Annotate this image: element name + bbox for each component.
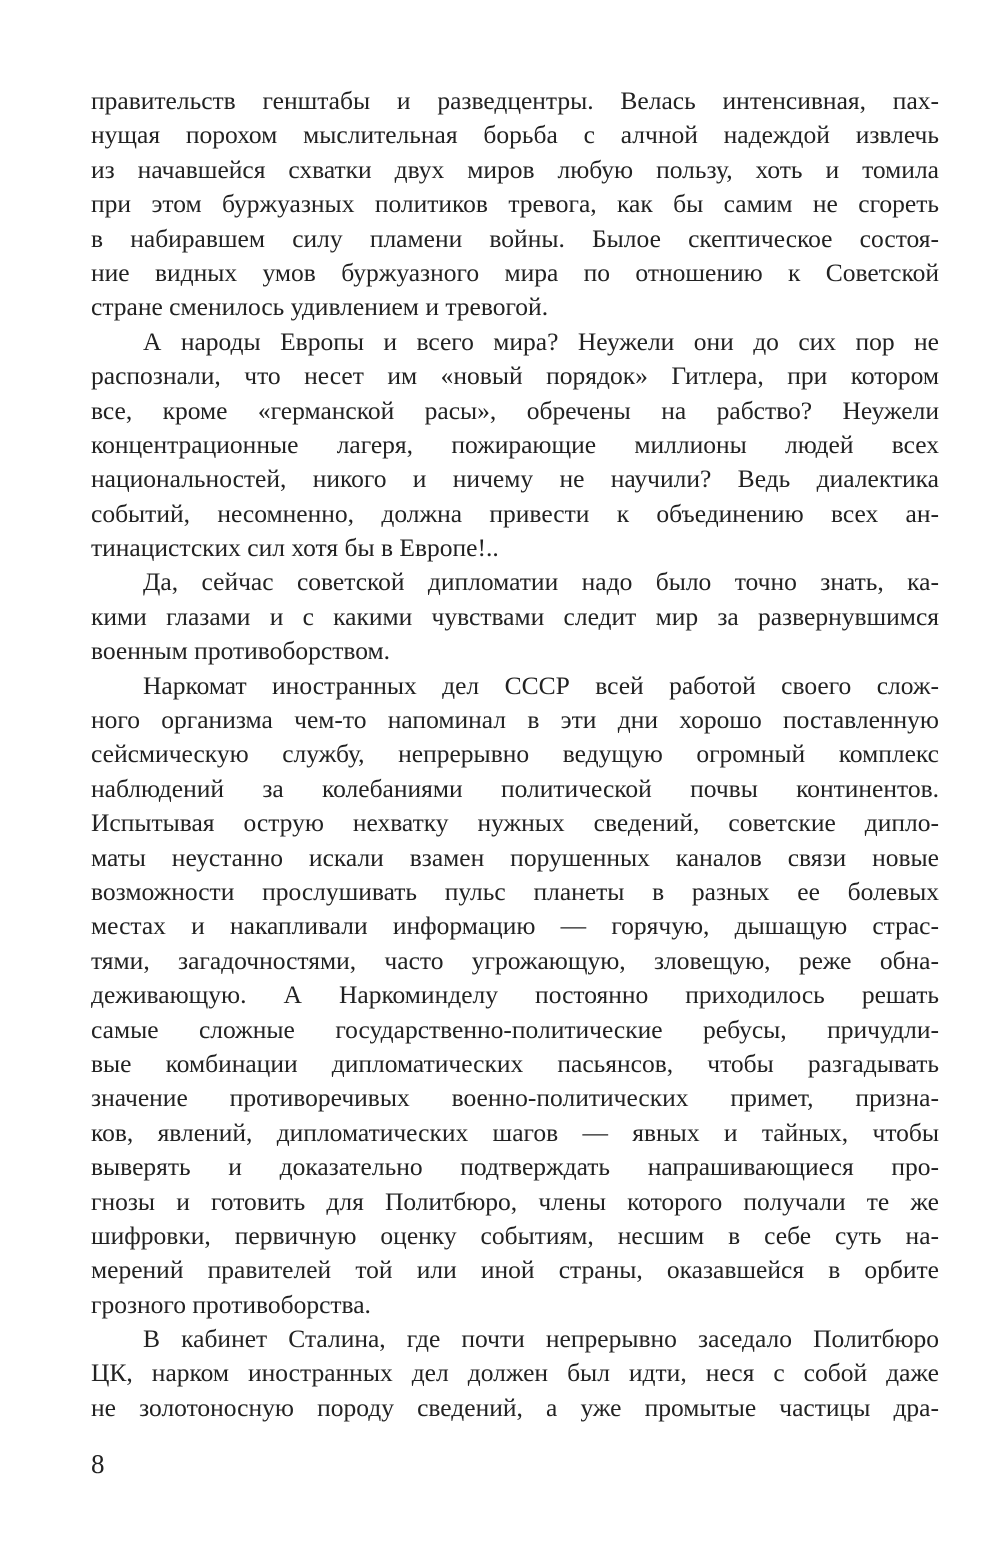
text-line: национальностей, никого и ничему не научили? Ведь диалектика xyxy=(91,464,939,494)
text-line: самые сложные государственно-политические ребусы, причудли- xyxy=(91,1014,939,1044)
text-line: тями, загадочностями, часто угрожающую, зловещую, реже обна- xyxy=(91,945,939,975)
text-line: ние видных умов буржуазного мира по отношению к Советской xyxy=(91,257,939,287)
text-line: военным противоборством. xyxy=(91,636,390,666)
text-line: Да, сейчас советской дипломатии надо было точно знать, ка- xyxy=(143,567,939,597)
text-line: событий, несомненно, должна привести к объединению всех ан- xyxy=(91,498,939,528)
text-line: правительств генштабы и разведцентры. Велась интенсивная, пах- xyxy=(91,86,939,115)
text-line: мерений правителей той или иной страны, оказавшейся в орбите xyxy=(91,1255,939,1285)
text-line: нущая порохом мыслительная борьба с алчной надеждой извлечь xyxy=(91,120,939,150)
text-line: из начавшейся схватки двух миров любую пользу, хоть и томила xyxy=(91,154,939,184)
text-line: Наркомат иностранных дел СССР всей работой своего слож- xyxy=(143,670,939,700)
paragraph xyxy=(91,1322,939,1425)
body-text xyxy=(91,84,939,1425)
text-line: кими глазами и с какими чувствами следит мир за развернувшимся xyxy=(91,601,939,631)
text-line: ков, явлений, дипломатических шагов — явных и тайных, чтобы xyxy=(91,1117,939,1147)
text-line: А народы Европы и всего мира? Неужели они до сих пор не xyxy=(143,326,939,356)
paragraph xyxy=(91,669,939,1322)
text-line: в набиравшем силу пламени войны. Былое скептическое состоя- xyxy=(91,223,939,253)
text-line: местах и накапливали информацию — горячую, дышащую страс- xyxy=(91,911,939,941)
text-line: шифровки, первичную оценку событиям, несшим в себе суть на- xyxy=(91,1220,939,1250)
text-line: тинацистских сил хотя бы в Европе!.. xyxy=(91,533,499,563)
text-line: Испытывая острую нехватку нужных сведений, советские дипло- xyxy=(91,808,939,838)
text-line: сейсмическую службу, непрерывно ведущую огромный комплекс xyxy=(91,739,939,769)
text-line: стране сменилось удивлением и тревогой. xyxy=(91,292,549,322)
paragraph xyxy=(91,565,939,668)
text-line: наблюдений за колебаниями политической почвы континентов. xyxy=(91,773,939,803)
text-line: значение противоречивых военно-политических примет, призна- xyxy=(91,1083,939,1113)
text-line: деживающую. А Наркоминделу постоянно приходилось решать xyxy=(91,980,939,1010)
text-line: вые комбинации дипломатических пасьянсов, чтобы разгадывать xyxy=(91,1048,939,1078)
text-line: ного организма чем-то напоминал в эти дни хорошо поставленную xyxy=(91,705,939,735)
text-line: не золотоносную породу сведений, а уже промытые частицы дра- xyxy=(91,1392,939,1422)
text-line: все, кроме «германской расы», обречены на рабство? Неужели xyxy=(91,395,939,425)
page-number: 8 xyxy=(91,1449,105,1479)
paragraph xyxy=(91,84,939,325)
text-line: при этом буржуазных политиков тревога, как бы самим не сгореть xyxy=(91,189,939,219)
text-line: возможности прослушивать пульс планеты в разных ее болевых xyxy=(91,876,939,906)
paragraph xyxy=(91,325,939,566)
text-line: грозного противоборства. xyxy=(91,1289,371,1319)
text-line: распознали, что несет им «новый порядок» Гитлера, при котором xyxy=(91,361,939,391)
text-line: ЦК, нарком иностранных дел должен был идти, неся с собой даже xyxy=(91,1358,939,1388)
text-line: маты неустанно искали взамен порушенных каналов связи новые xyxy=(91,842,939,872)
text-line: выверять и доказательно подтверждать напрашивающиеся про- xyxy=(91,1152,939,1182)
text-line: гнозы и готовить для Политбюро, члены которого получали те же xyxy=(91,1186,939,1216)
text-line: В кабинет Сталина, где почти непрерывно заседало Политбюро xyxy=(143,1324,939,1354)
text-line: концентрационные лагеря, пожирающие миллионы людей всех xyxy=(91,429,939,459)
